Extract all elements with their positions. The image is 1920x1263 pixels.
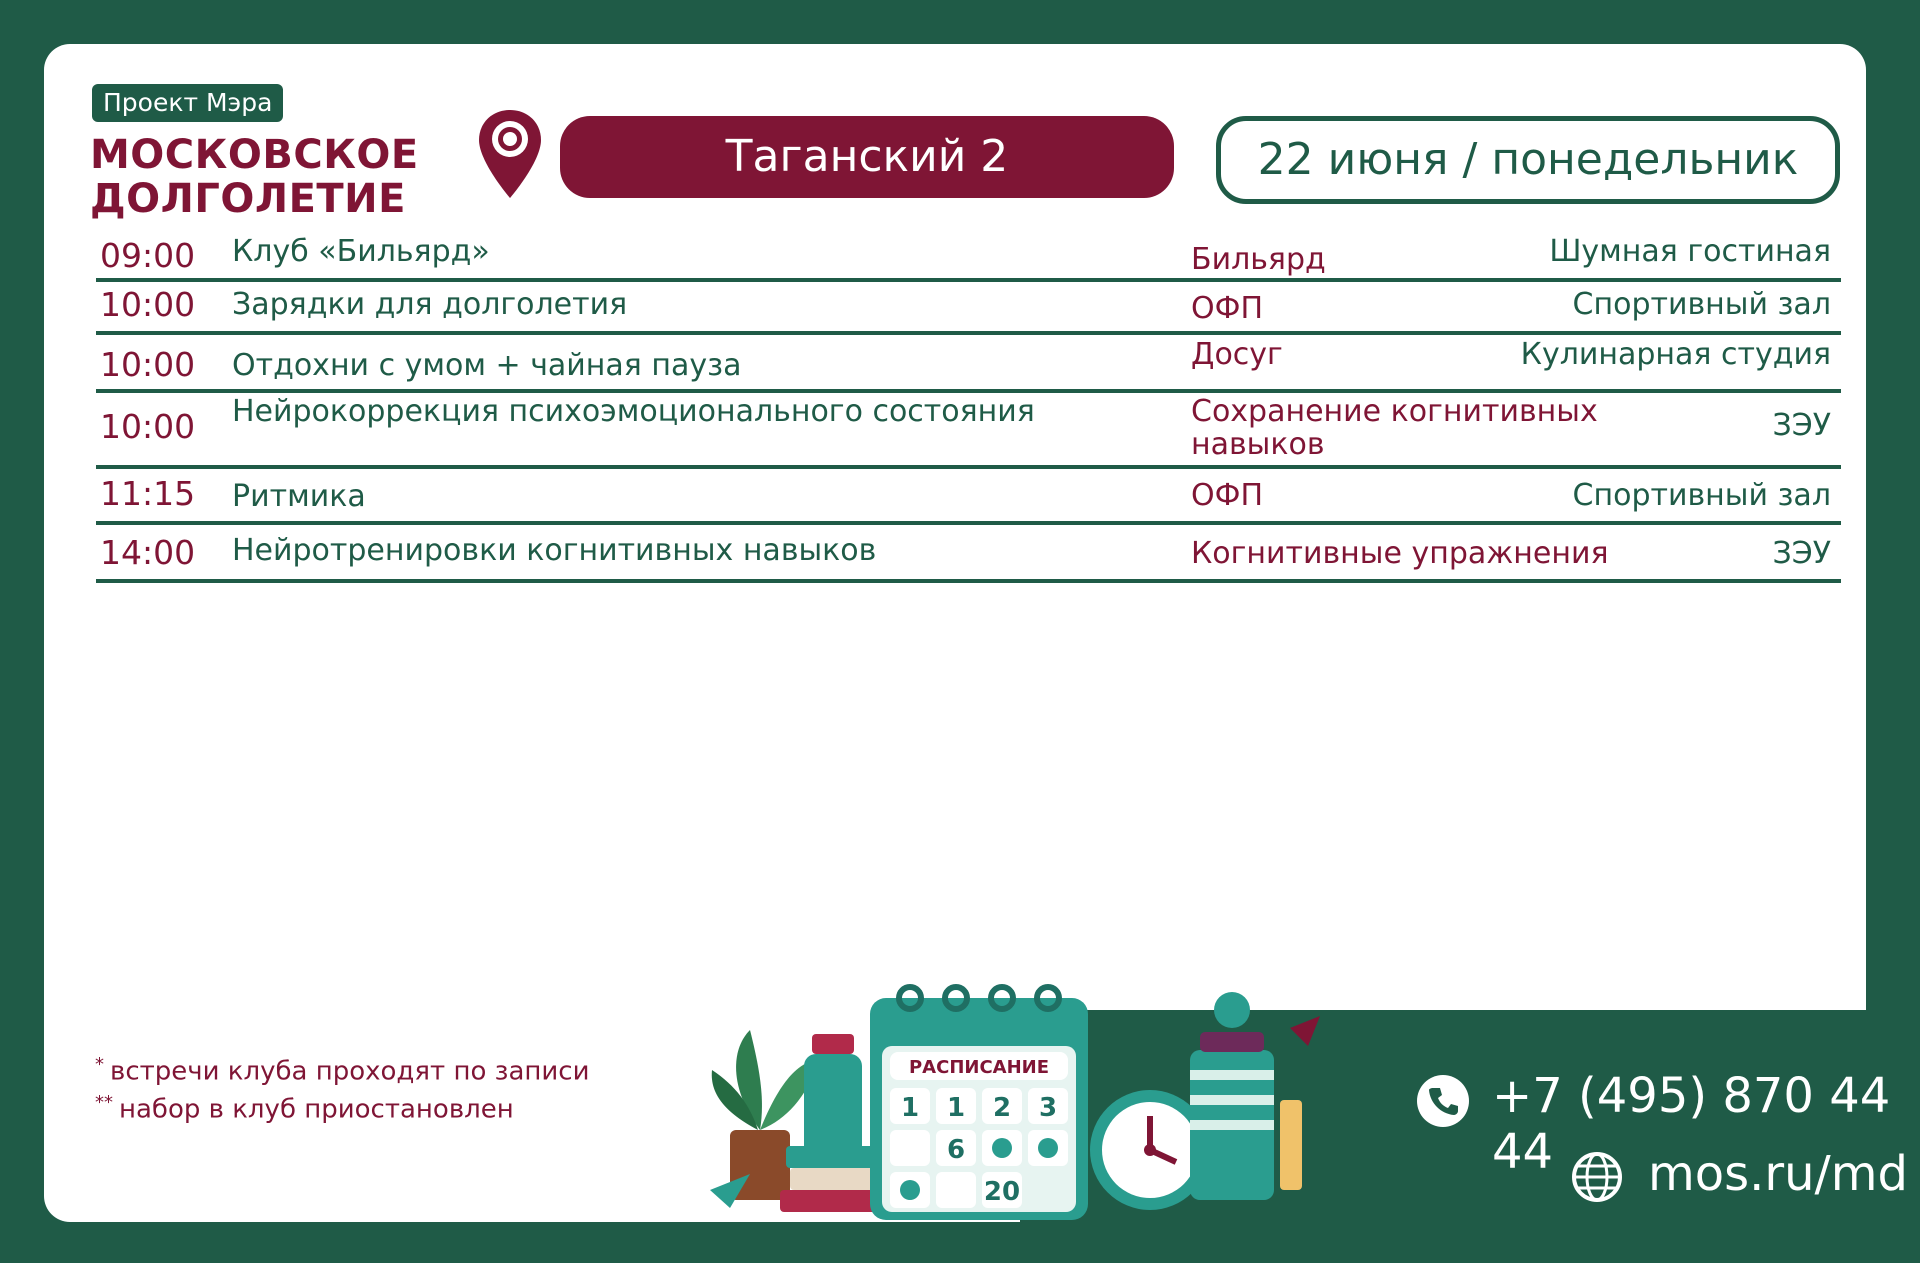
event-time: 10:00 <box>100 345 196 384</box>
event-place: Спортивный зал <box>1572 478 1831 513</box>
project-badge: Проект Мэра <box>92 84 283 122</box>
event-place: ЗЭУ <box>1772 536 1831 571</box>
phone-number[interactable]: +7 (495) 870 44 44 <box>1492 1068 1891 1180</box>
jar-icon <box>1190 992 1274 1200</box>
paper-plane-icon <box>1290 1016 1320 1046</box>
logo-title-line2: ДОЛГОЛЕТИЕ <box>90 176 406 222</box>
schedule-row <box>96 469 1841 525</box>
note-asterisk: ** <box>95 1092 113 1113</box>
event-direction: Когнитивные упражнения <box>1191 536 1609 571</box>
globe-icon <box>1570 1150 1624 1204</box>
note-text: набор в клуб приостановлен <box>119 1094 514 1125</box>
calendar-cell: 6 <box>946 1135 966 1165</box>
location-pill: Таганский 2 <box>560 116 1174 198</box>
calendar-cell: 1 <box>946 1093 966 1123</box>
event-title: Клуб «Бильярд» <box>232 234 490 269</box>
bottle-cap-icon <box>812 1034 854 1054</box>
event-place: ЗЭУ <box>1772 408 1831 443</box>
event-direction: Досуг <box>1191 337 1283 372</box>
event-direction: Бильярд <box>1191 242 1326 277</box>
calendar-cell: 1 <box>900 1093 920 1123</box>
event-time: 09:00 <box>100 236 196 275</box>
event-direction: ОФП <box>1191 478 1263 513</box>
calendar-cell: 3 <box>1038 1093 1058 1123</box>
event-time: 10:00 <box>100 285 196 324</box>
schedule-row <box>96 393 1841 469</box>
event-place: Шумная гостиная <box>1549 234 1831 269</box>
event-title: Нейротренировки когнитивных навыков <box>232 533 877 568</box>
pencil-icon <box>1280 1100 1302 1190</box>
calendar-icon <box>870 987 1088 1220</box>
logo-title-line1: МОСКОВСКОЕ <box>90 132 419 178</box>
event-title: Нейрокоррекция психоэмоционального состояния <box>232 394 1035 429</box>
event-title: Отдохни с умом + чайная пауза <box>232 348 742 383</box>
location-pin-icon <box>476 108 544 200</box>
event-place: Кулинарная студия <box>1520 337 1831 372</box>
calendar-cell: 2 <box>992 1093 1012 1123</box>
event-direction: Сохранение когнитивных навыков <box>1191 394 1598 462</box>
note-enrollment <box>95 1092 514 1125</box>
event-place: Спортивный зал <box>1572 287 1831 322</box>
schedule-row <box>96 282 1841 335</box>
calendar-title: РАСПИСАНИЕ <box>908 1057 1050 1078</box>
date-pill: 22 июня / понедельник <box>1216 116 1840 204</box>
phone-icon <box>1416 1074 1470 1128</box>
event-time: 14:00 <box>100 533 196 572</box>
note-text: встречи клуба проходят по записи <box>110 1056 590 1087</box>
website-link[interactable]: mos.ru/md <box>1648 1146 1908 1202</box>
schedule-row <box>96 230 1841 282</box>
event-title: Ритмика <box>232 479 366 514</box>
schedule-row <box>96 525 1841 583</box>
note-asterisk: * <box>95 1054 104 1075</box>
event-time: 11:15 <box>100 474 196 513</box>
note-registration <box>95 1054 589 1087</box>
schedule-row <box>96 335 1841 393</box>
schedule-illustration <box>590 950 1330 1230</box>
event-direction: ОФП <box>1191 291 1263 326</box>
event-time: 10:00 <box>100 407 196 446</box>
calendar-cell: 20 <box>983 1177 1021 1207</box>
schedule-table <box>96 230 1841 583</box>
event-title: Зарядки для долголетия <box>232 287 628 322</box>
